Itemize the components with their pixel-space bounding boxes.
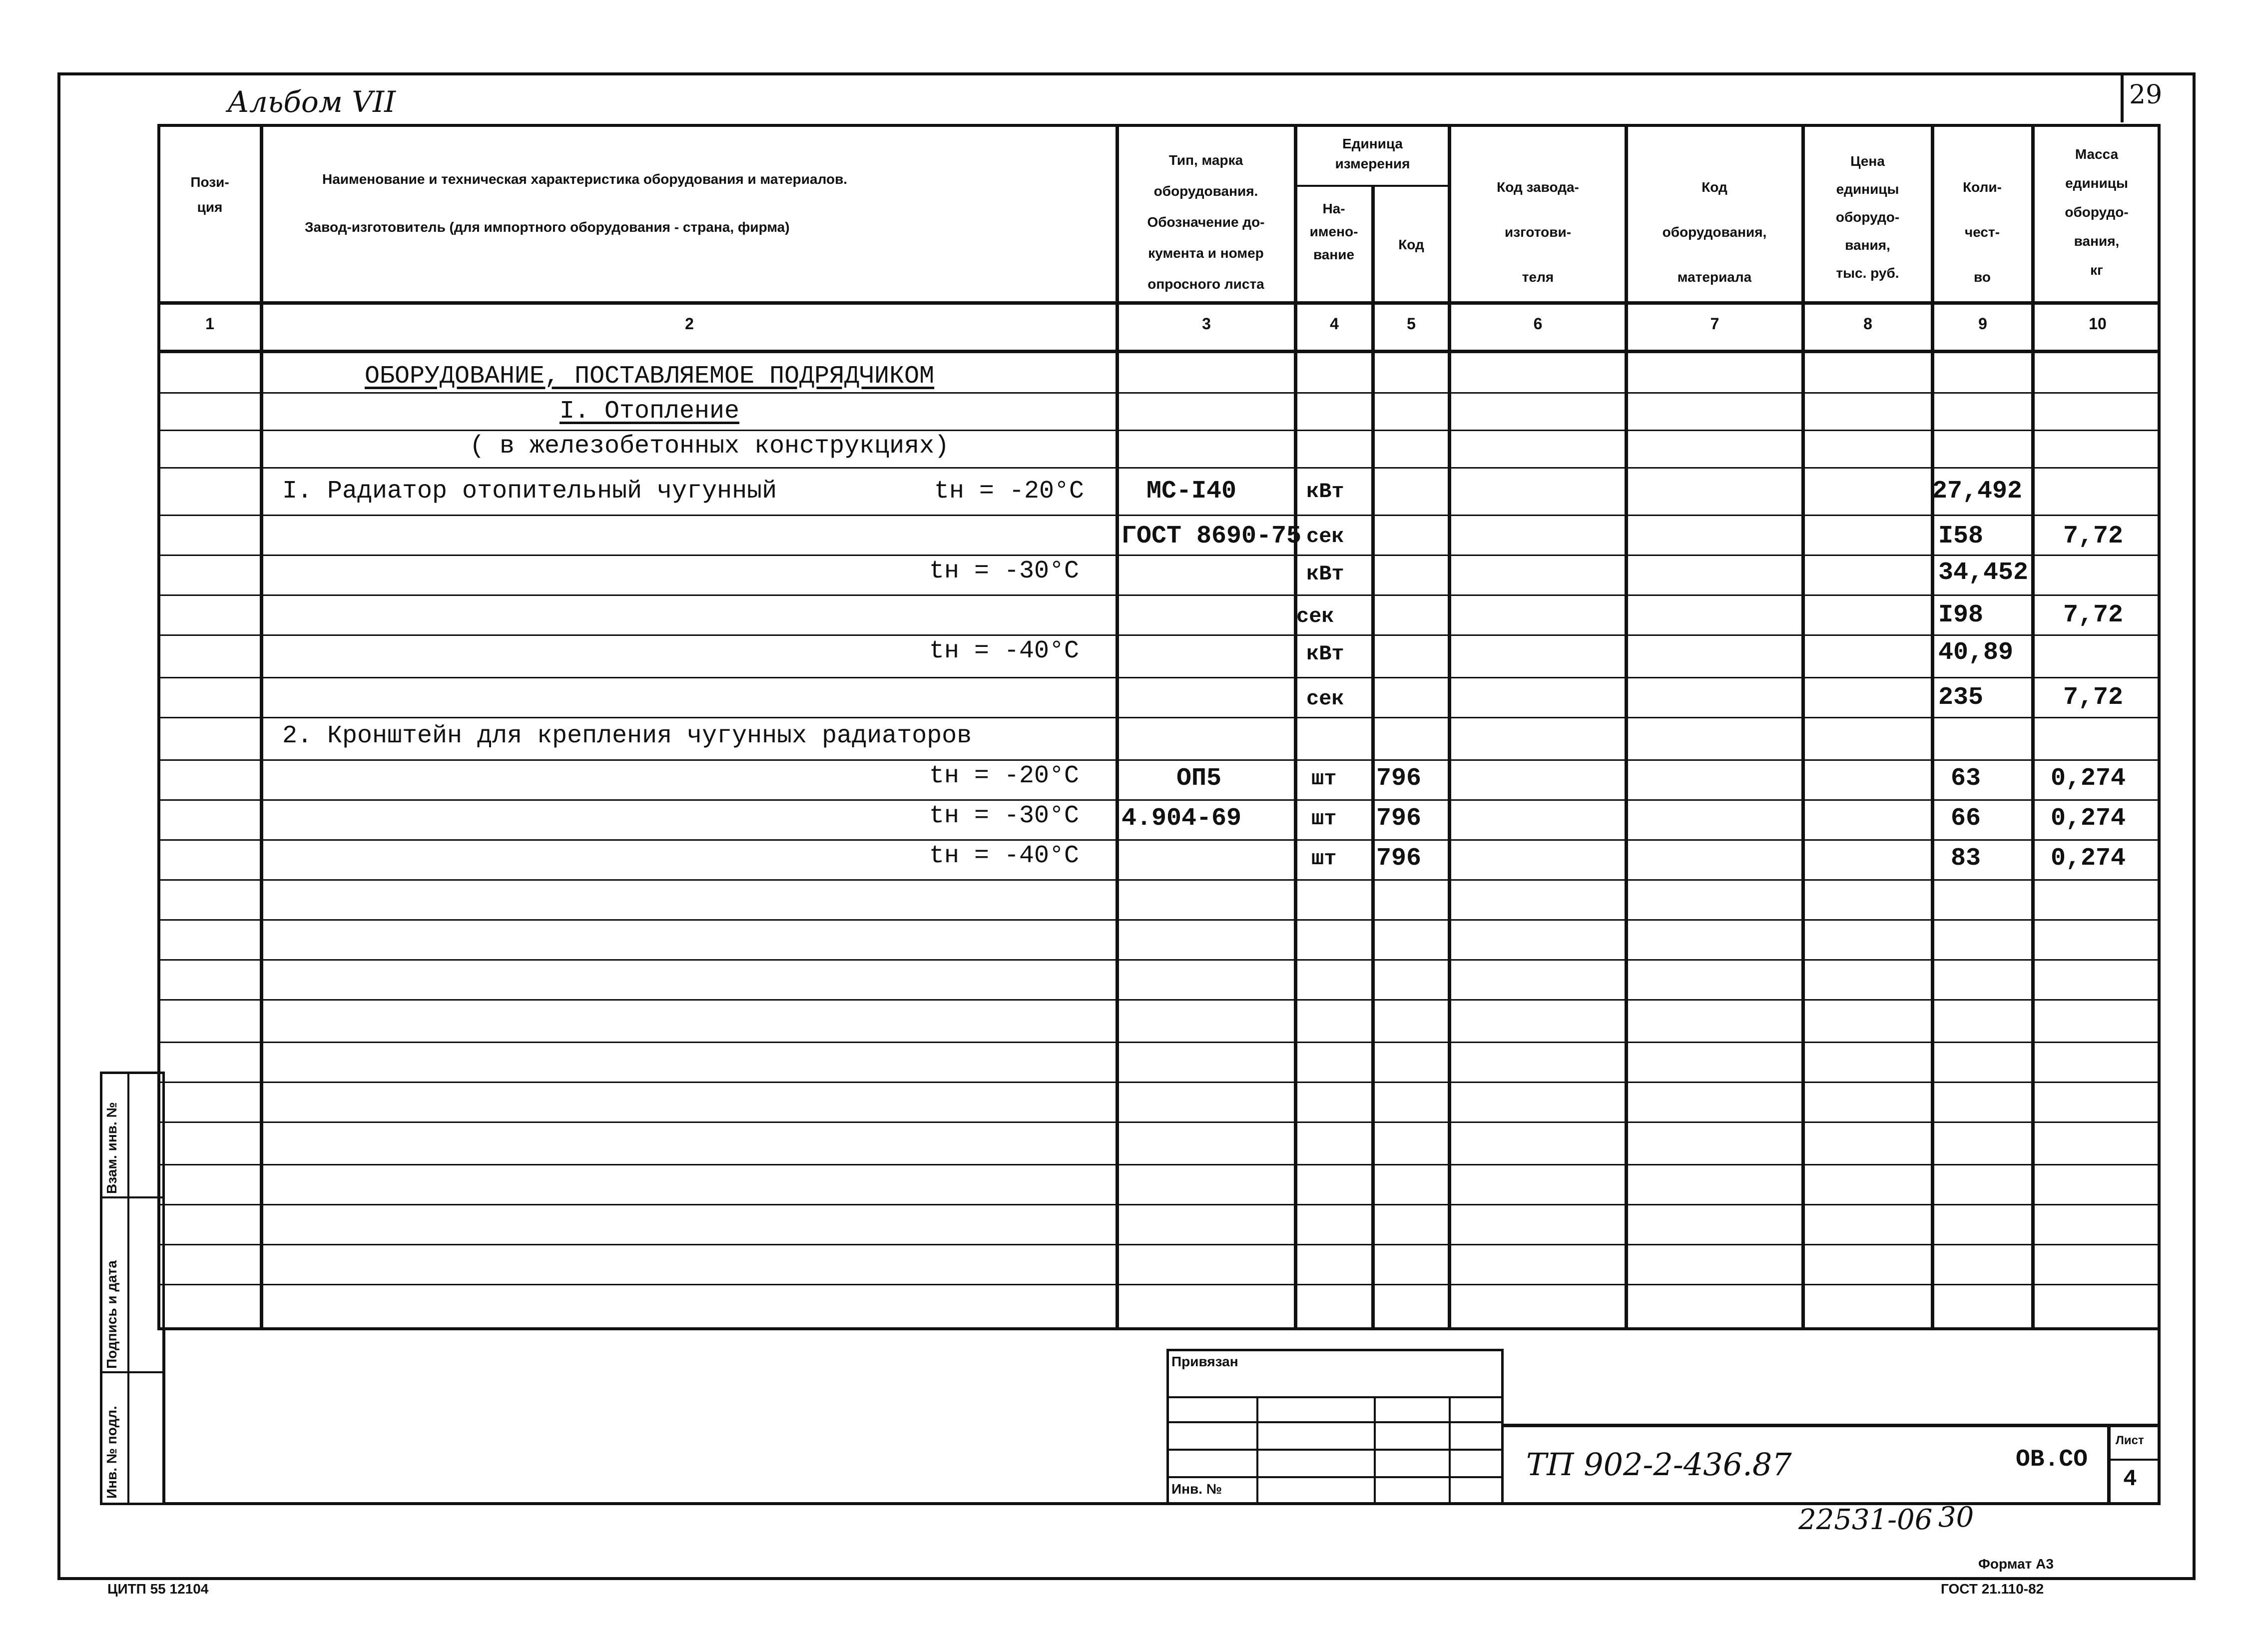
row-10-code: 796	[1376, 844, 1422, 873]
col-line-1	[260, 124, 263, 1330]
unit-header-split	[1294, 185, 1450, 187]
col-line-2	[1116, 124, 1119, 1330]
colnum-5: 5	[1407, 315, 1416, 333]
row-9-mass: 0,274	[2051, 804, 2126, 833]
header-mass: Масса единицы оборудо- вания, кг	[2065, 146, 2129, 278]
side-stamp-split	[127, 1072, 129, 1505]
header-name: Наименование и техническая характеристика оборудования и материалов. Завод-изготовитель (для импортного оборудования - страна, фирма)	[305, 171, 848, 235]
approval-rule-4	[1166, 1476, 1504, 1478]
row-line	[160, 717, 2158, 718]
colnum-9: 9	[1978, 315, 1987, 333]
approved-label: Привязан	[1171, 1354, 1238, 1369]
header-price: Цена единицы оборудо- вания, тыс. руб.	[1835, 153, 1900, 281]
side-stamp-rule-2	[100, 1371, 165, 1373]
row-line	[160, 1204, 2158, 1205]
side-stamp-rule-1	[100, 1196, 165, 1198]
format-label: Формат А3	[1978, 1556, 2054, 1572]
row-1-unit: кВт	[1306, 480, 1344, 504]
row-8-code: 796	[1376, 764, 1422, 793]
row-line	[160, 515, 2158, 516]
colnum-1: 1	[205, 315, 214, 333]
row-10-temp: tн = -40°С	[929, 842, 1080, 870]
colnum-6: 6	[1533, 315, 1543, 333]
row-6-qty: 235	[1938, 683, 1984, 712]
row-line	[160, 1082, 2158, 1083]
row-1-name: I. Радиатор отопительный чугунный	[282, 477, 777, 506]
row-line	[160, 879, 2158, 881]
row-4-qty: I98	[1938, 601, 1984, 629]
section-note: ( в железобетонных конструкциях)	[470, 432, 950, 461]
row-6-mass: 7,72	[2063, 683, 2124, 712]
row-line	[160, 392, 2158, 394]
row-2-mass: 7,72	[2063, 522, 2124, 551]
header-unit-name: На- имено- вание	[1309, 201, 1358, 262]
side-label-signature: Подпись и дата	[104, 1260, 119, 1369]
row-3-unit: кВт	[1306, 562, 1344, 586]
row-2-type: ГОСТ 8690-75	[1121, 522, 1302, 551]
sheet-box-left	[2107, 1424, 2111, 1505]
row-line	[160, 919, 2158, 921]
project-code: ТП 902-2-436.87	[1526, 1446, 1792, 1483]
row-1-type: МС-I40	[1146, 477, 1237, 506]
row-5-unit: кВт	[1306, 642, 1344, 666]
row-2-qty: I58	[1938, 522, 1984, 551]
row-2-unit: сек	[1306, 525, 1344, 549]
approval-col-3	[1449, 1396, 1451, 1505]
code-box-top	[1501, 1424, 2161, 1427]
row-8-qty: 63	[1951, 764, 1981, 793]
row-line	[160, 799, 2158, 801]
row-9-type: 4.904-69	[1121, 804, 1242, 833]
colnum-rule	[157, 350, 2161, 353]
section-main-title: ОБОРУДОВАНИЕ, ПОСТАВЛЯЕМОЕ ПОДРЯДЧИКОМ	[365, 362, 935, 391]
row-line	[160, 1284, 2158, 1285]
approval-col-1	[1256, 1396, 1258, 1505]
row-10-unit: шт	[1311, 847, 1337, 871]
row-4-unit: сек	[1296, 604, 1334, 628]
col-line-3	[1294, 124, 1297, 1330]
row-10-qty: 83	[1951, 844, 1981, 873]
row-7-name: 2. Кронштейн для крепления чугунных радиаторов	[282, 722, 972, 750]
header-rule	[157, 301, 2161, 305]
row-line	[160, 839, 2158, 841]
row-line	[160, 677, 2158, 678]
row-line	[160, 467, 2158, 469]
col-line-4	[1371, 185, 1375, 1330]
colnum-3: 3	[1202, 315, 1211, 333]
row-1-qty: 27,492	[1932, 477, 2023, 506]
col-line-8	[1931, 124, 1934, 1330]
sheet-label: Лист	[2116, 1434, 2144, 1447]
title-block	[162, 1329, 2161, 1505]
approval-rule-1	[1166, 1396, 1504, 1398]
row-line	[160, 594, 2158, 596]
header-unit: Единица измерения	[1335, 136, 1410, 171]
colnum-8: 8	[1863, 315, 1872, 333]
section-sub-title: I. Отопление	[560, 397, 740, 426]
colnum-7: 7	[1710, 315, 1719, 333]
row-8-temp: tн = -20°С	[929, 762, 1080, 790]
row-5-qty: 40,89	[1938, 638, 2014, 667]
row-10-mass: 0,274	[2051, 844, 2126, 873]
col-line-9	[2031, 124, 2035, 1330]
col-line-5	[1448, 124, 1451, 1330]
side-label-replace-inv: Взам. инв. №	[104, 1102, 119, 1194]
inv-label: Инв. №	[1171, 1481, 1222, 1497]
row-3-qty: 34,452	[1938, 558, 2029, 587]
row-1-temp: tн = -20°С	[934, 477, 1085, 506]
section-code: ОВ.СО	[2016, 1446, 2088, 1473]
header-equipment-code: Код оборудования, материала	[1662, 179, 1767, 285]
row-line	[160, 1042, 2158, 1043]
row-6-unit: сек	[1306, 687, 1344, 711]
page-number-divider	[2121, 72, 2124, 122]
col-line-7	[1801, 124, 1805, 1330]
row-9-unit: шт	[1311, 807, 1337, 831]
row-9-code: 796	[1376, 804, 1422, 833]
row-line	[160, 1121, 2158, 1123]
approval-rule-2	[1166, 1421, 1504, 1423]
row-line	[160, 1244, 2158, 1245]
header-factory-code: Код завода- изготови- теля	[1497, 179, 1579, 285]
row-4-mass: 7,72	[2063, 601, 2124, 629]
row-line	[160, 554, 2158, 556]
row-8-unit: шт	[1311, 767, 1337, 791]
row-3-temp: tн = -30°С	[929, 557, 1080, 585]
stamp-number: 22531-06	[1798, 1504, 1933, 1536]
row-line	[160, 634, 2158, 636]
row-8-mass: 0,274	[2051, 764, 2126, 793]
sheet-number: 4	[2123, 1466, 2137, 1492]
row-5-temp: tн = -40°С	[929, 637, 1080, 665]
side-label-inv-orig: Инв. № подл.	[104, 1406, 119, 1499]
approval-col-2	[1374, 1396, 1376, 1505]
printer-label: ЦИТП 55 12104	[107, 1581, 209, 1597]
colnum-2: 2	[685, 315, 694, 333]
header-unit-code: Код	[1398, 237, 1424, 252]
colnum-10: 10	[2089, 315, 2107, 333]
stamp-page: 30	[1938, 1501, 1974, 1534]
row-line	[160, 999, 2158, 1001]
header-quantity: Коли- чест- во	[1963, 179, 2002, 285]
row-8-type: ОП5	[1176, 764, 1222, 793]
row-line	[160, 759, 2158, 761]
row-9-temp: tн = -30°С	[929, 802, 1080, 830]
approval-rule-3	[1166, 1449, 1504, 1451]
sheet-box-rule	[2107, 1459, 2161, 1461]
album-label: Альбом VII	[227, 85, 396, 119]
colnum-4: 4	[1330, 315, 1339, 333]
header-type: Тип, марка оборудования. Обозначение до- кумента и номер опросного листа	[1147, 152, 1265, 292]
page-number: 29	[2129, 80, 2163, 110]
header-position: Пози- ция	[190, 174, 229, 215]
row-9-qty: 66	[1951, 804, 1981, 833]
col-line-6	[1625, 124, 1628, 1330]
row-line	[160, 959, 2158, 961]
row-line	[160, 1164, 2158, 1165]
gost-label: ГОСТ 21.110-82	[1941, 1581, 2044, 1597]
row-line	[160, 430, 2158, 431]
